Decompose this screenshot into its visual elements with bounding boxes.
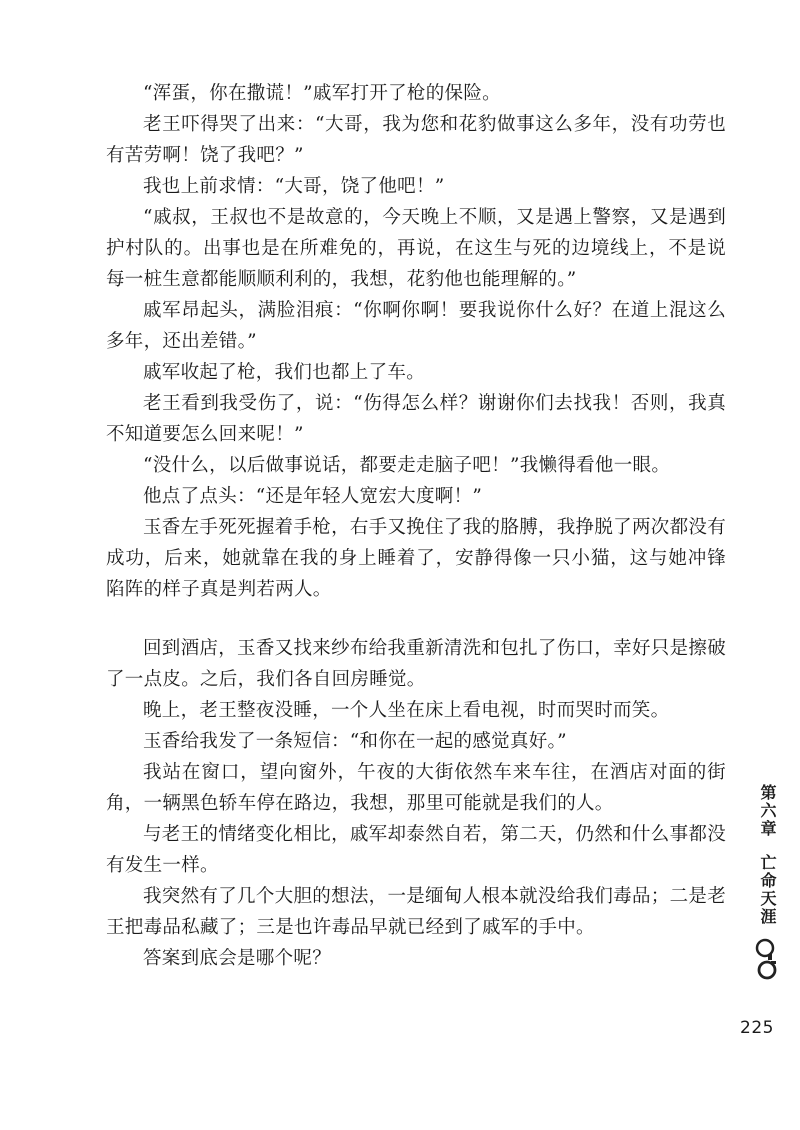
- paragraph: 我突然有了几个大胆的想法，一是缅甸人根本就没给我们毒品；二是老王把毒品私藏了；三是也许毒品早就已经到了戚军的手中。: [106, 886, 726, 938]
- paragraph: 他点了点头：“还是年轻人宽宏大度啊！”: [143, 486, 483, 507]
- chapter-title: 亡命天涯: [758, 854, 777, 926]
- chapter-marker: [752, 784, 782, 982]
- paragraph: “没什么，以后做事说话，都要走走脑子吧！”我懒得看他一眼。: [143, 455, 671, 476]
- section-break: [106, 605, 726, 633]
- page-number: 225: [740, 1018, 774, 1038]
- page-body: [106, 78, 726, 974]
- paragraph: 回到酒店，玉香又找来纱布给我重新清洗和包扎了伤口，幸好只是擦破了一点皮。之后，我们各自回房睡觉。: [106, 638, 726, 690]
- paragraph: 玉香给我发了一条短信：“和你在一起的感觉真好。”: [143, 731, 567, 752]
- paragraph: “戚叔，王叔也不是故意的，今天晚上不顺，又是遇上警察，又是遇到护村队的。出事也是在所难免的，再说，在这生与死的边境线上，不是说每一桩生意都能顺顺利利的，我想，花豹他也能理解的。”: [106, 207, 726, 290]
- paragraph: 我也上前求情：“大哥，饶了他吧！”: [143, 176, 445, 197]
- paragraph: “浑蛋，你在撒谎！”戚军打开了枪的保险。: [143, 83, 501, 104]
- paragraph: 玉香左手死死握着手枪，右手又挽住了我的胳膊，我挣脱了两次都没有成功，后来，她就靠在我的身上睡着了，安静得像一只小猫，这与她冲锋陷阵的样子真是判若两人。: [106, 517, 726, 600]
- paragraph: 戚军昂起头，满脸泪痕：“你啊你啊！要我说你什么好？在道上混这么多年，还出差错。”: [106, 300, 726, 352]
- paragraph: 与老王的情绪变化相比，戚军却泰然自若，第二天，仍然和什么事都没有发生一样。: [106, 824, 726, 876]
- paragraph: 我站在窗口，望向窗外，午夜的大街依然车来车往，在酒店对面的街角，一辆黑色轿车停在路边，我想，那里可能就是我们的人。: [106, 762, 726, 814]
- paragraph: 老王看到我受伤了，说：“伤得怎么样？谢谢你们去找我！否则，我真不知道要怎么回来呢！”: [106, 393, 726, 445]
- paragraph: 老王吓得哭了出来：“大哥，我为您和花豹做事这么多年，没有功劳也有苦劳啊！饶了我吧？”: [106, 114, 726, 166]
- chapter-label: 第六章: [758, 784, 777, 838]
- paragraph: 戚军收起了枪，我们也都上了车。: [143, 362, 426, 383]
- handcuff-icon: [752, 936, 782, 982]
- paragraph: 晚上，老王整夜没睡，一个人坐在床上看电视，时而哭时而笑。: [143, 700, 670, 721]
- paragraph: 答案到底会是哪个呢？: [143, 948, 332, 969]
